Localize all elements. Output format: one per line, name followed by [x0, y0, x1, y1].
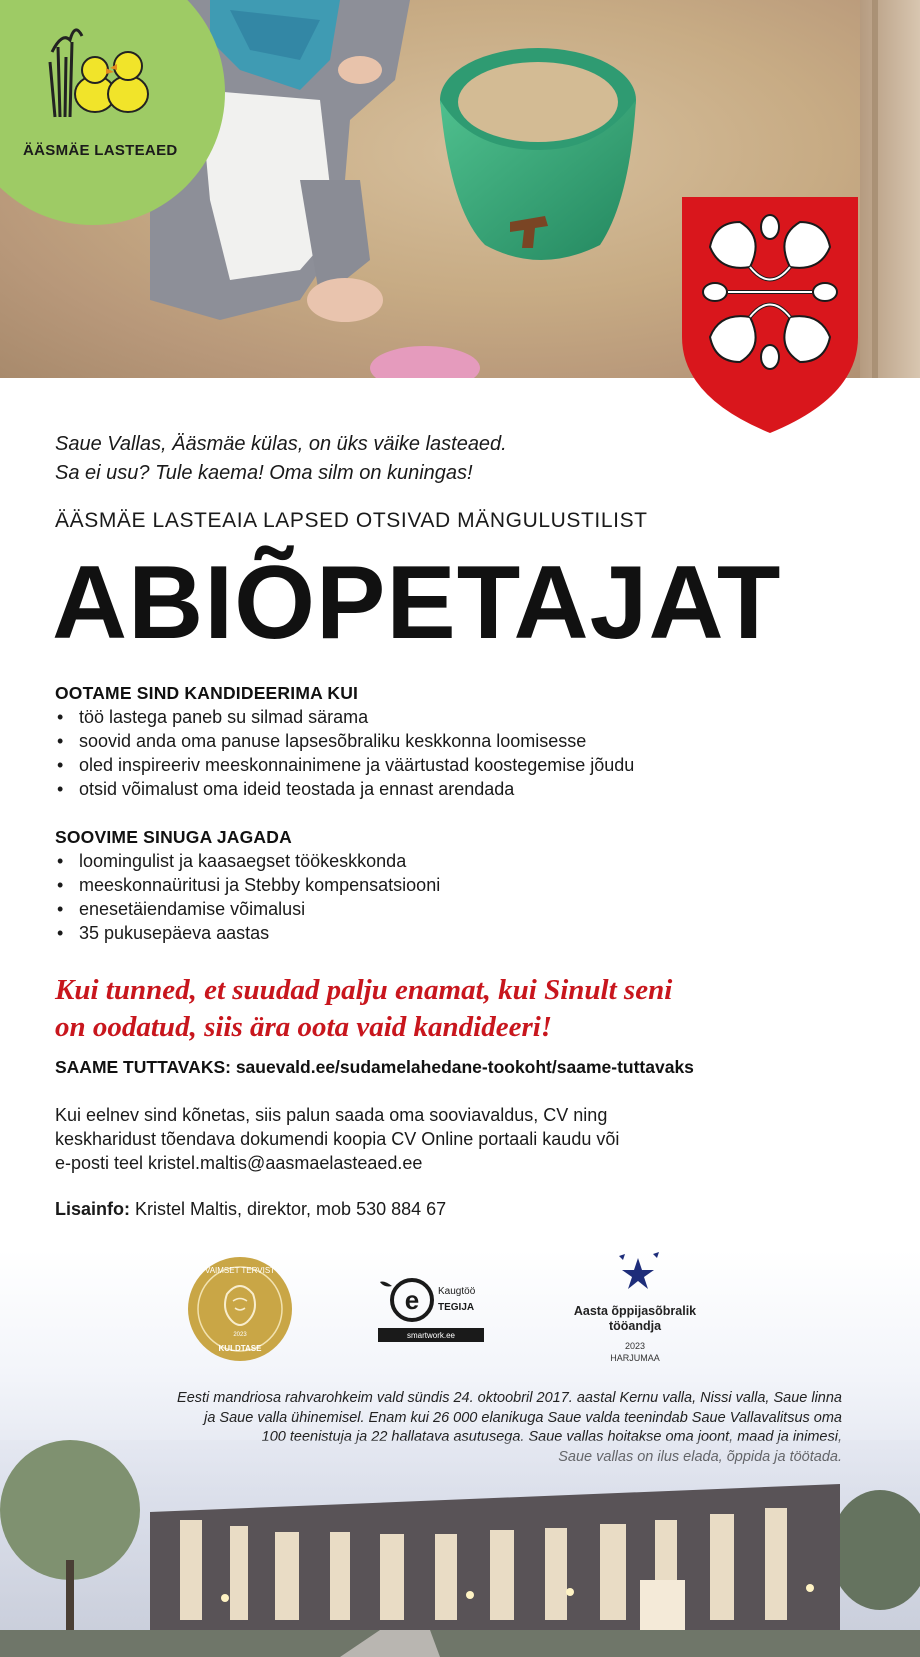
badge-title: Aasta õppijasõbralik tööandja	[573, 1304, 697, 1333]
gold-mental-health-badge-icon	[187, 1256, 293, 1362]
intro-text	[55, 430, 507, 488]
requirements-title: OOTAME SIND KANDIDEERIMA KUI	[55, 683, 359, 703]
note-line: 100 teenistuja ja 22 hallatava asutusega. Saue vallas hoitakse oma joont, maad ja inimesi,	[261, 1429, 842, 1445]
badge-meta	[570, 1340, 700, 1364]
contact-label: Lisainfo:	[55, 1199, 130, 1219]
instructions-line: keskharidust tõendava dokumendi koopia CV Online portaali kaudu või	[55, 1129, 620, 1149]
note-line: ja Saue valla ühinemisel. Enam kui 26 000 elanikuga Saue valda teenindab Saue Vallavalitsus oma	[204, 1409, 842, 1426]
svg-text:e: e	[404, 1285, 420, 1315]
badge-year: 2023	[624, 1341, 646, 1351]
municipal-building-photo	[0, 1440, 920, 1657]
list-item: • oled inspireeriv meeskonnainimene ja väärtustad koostegemise jõudu	[55, 753, 634, 777]
badge-year: 2023	[233, 1332, 247, 1338]
application-instructions	[55, 1103, 619, 1175]
requirements-section	[55, 681, 634, 801]
list-item: • 35 pukusepäeva aastas	[55, 921, 440, 945]
instructions-line: Kui eelnev sind kõnetas, siis palun saada oma sooviavaldus, CV ning	[55, 1105, 608, 1125]
note-line: Eesti mandriosa rahvarohkeim vald sündis 24. oktoobril 2017. aastal Kernu valla, Nissi valla, Saue linna	[177, 1390, 842, 1406]
list-item: • töö lastega paneb su silmad särama	[55, 705, 634, 729]
contact-text: Kristel Maltis, direktor, mob 530 884 67	[130, 1199, 447, 1219]
coat-of-arms-icon	[680, 197, 860, 435]
learner-friendly-employer-badge	[560, 1250, 710, 1370]
badge-bottom-text: KULDTASE	[218, 1344, 262, 1353]
badge-sub: TEGIJA	[438, 1302, 475, 1313]
job-title-headline: ABIÕPETAJAT	[52, 545, 782, 661]
benefits-list	[55, 849, 440, 945]
smartwork-badge-icon	[376, 1272, 486, 1346]
benefits-section	[55, 825, 440, 945]
intro-line: Saue Vallas, Ääsmäe külas, on üks väike lasteaed.	[55, 433, 507, 455]
list-item: • meeskonnaüritusi ja Stebby kompensatsiooni	[55, 873, 440, 897]
list-item: • otsid võimalust oma ideid teostada ja ennast arendada	[55, 777, 634, 801]
list-item: • loomingulist ja kaasaegset töökeskkonda	[55, 849, 440, 873]
instructions-line: e-posti teel kristel.maltis@aasmaelasteaed.ee	[55, 1153, 423, 1173]
subheading: ÄÄSMÄE LASTEAIA LAPSED OTSIVAD MÄNGULUSTILIST	[55, 509, 648, 532]
benefits-title: SOOVIME SINUGA JAGADA	[55, 827, 292, 847]
badge-site: smartwork.ee	[406, 1331, 456, 1340]
badge-region: HARJUMAA	[610, 1353, 660, 1363]
contact-info	[55, 1199, 446, 1220]
star-logo-icon	[613, 1250, 663, 1296]
cta-line: Kui tunned, et suudad palju enamat, kui Sinult seni	[55, 974, 673, 1006]
intro-line: Sa ei usu? Tule kaema! Oma silm on kuningas!	[55, 462, 473, 484]
badge-name: Kaugtöö	[438, 1286, 476, 1297]
note-line: Saue vallas on ilus elada, õppida ja töötada.	[558, 1448, 842, 1465]
list-item: • soovid anda oma panuse lapsesõbraliku keskkonna loomisesse	[55, 729, 634, 753]
list-item: • enesetäiendamise võimalusi	[55, 897, 440, 921]
badge-top-text: VAIMSET TERVIST	[204, 1266, 276, 1275]
requirements-list	[55, 705, 634, 801]
call-to-action	[55, 972, 672, 1046]
meet-link[interactable]: SAAME TUTTAVAKS: sauevald.ee/sudamelahedane-tookoht/saame-tuttavaks	[55, 1057, 694, 1077]
chicks-logo-icon	[40, 22, 150, 122]
logo-name: ÄÄSMÄE LASTEAED	[23, 142, 178, 159]
cta-line: on oodatud, siis ära oota vaid kandideeri!	[55, 1011, 553, 1043]
